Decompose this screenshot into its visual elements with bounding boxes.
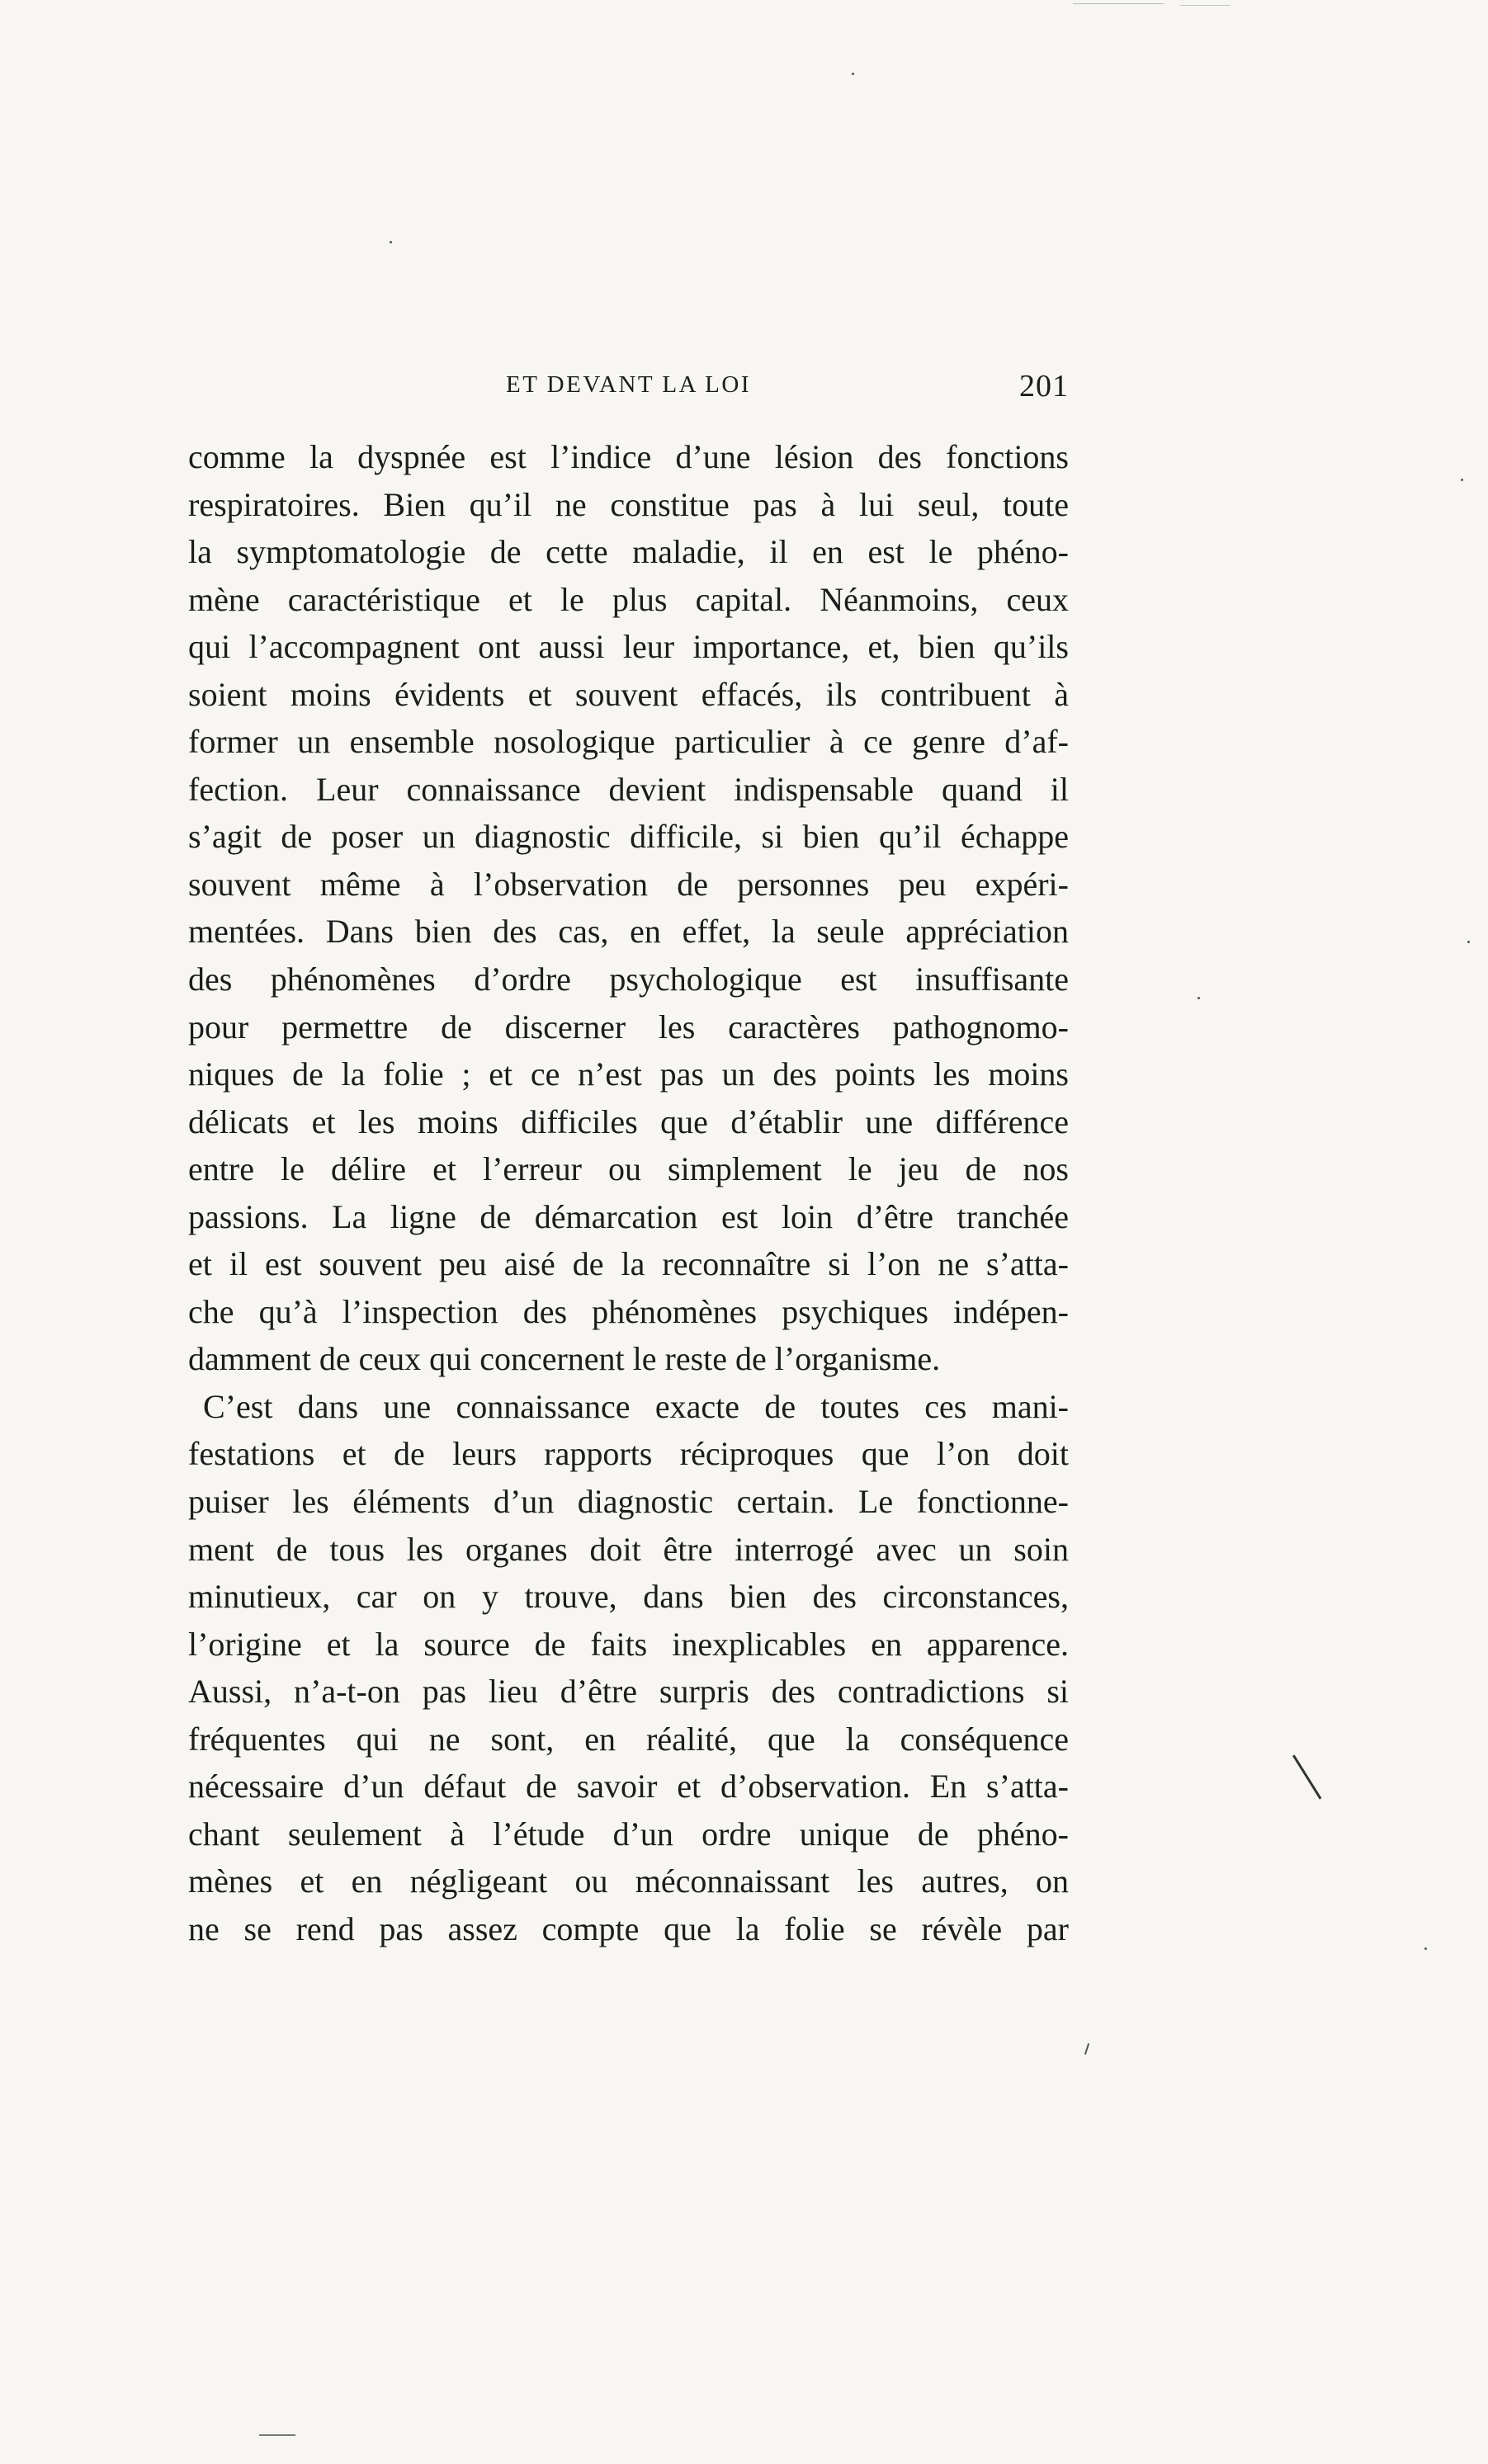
body-text: [188, 433, 1069, 1953]
scan-dot-mark: [1461, 479, 1463, 481]
scan-dot-mark: [1467, 941, 1470, 943]
text-line: festations et de leurs rapports réciproques que l’on doit: [188, 1435, 1069, 1473]
text-line: respiratoires. Bien qu’il ne constitue pas à lui seul, toute: [188, 485, 1069, 523]
text-line: s’agit de poser un diagnostic difficile, si bien qu’il échappe: [188, 818, 1069, 856]
scan-tick-mark: [1084, 2043, 1089, 2055]
text-line: ment de tous les organes doit être interrogé avec un soin: [188, 1530, 1069, 1568]
text-line: des phénomènes d’ordre psychologique est insuffisante: [188, 961, 1069, 998]
text-line: l’origine et la source de faits inexplicables en apparence.: [188, 1625, 1069, 1663]
text-line: former un ensemble nosologique particulier à ce genre d’af-: [188, 723, 1069, 761]
text-line: damment de ceux qui concernent le reste de l’organisme.: [188, 1340, 941, 1378]
text-line: et il est souvent peu aisé de la reconnaître si l’on ne s’atta-: [188, 1245, 1069, 1283]
text-line: C’est dans une connaissance exacte de toutes ces mani-: [203, 1387, 1069, 1425]
scan-edge-mark: [1073, 3, 1164, 4]
text-line: fection. Leur connaissance devient indispensable quand il: [188, 770, 1069, 808]
text-line: fréquentes qui ne sont, en réalité, que la conséquence: [188, 1720, 1069, 1758]
text-line: soient moins évidents et souvent effacés, ils contribuent à: [188, 675, 1069, 713]
text-line: che qu’à l’inspection des phénomènes psychiques indépen-: [188, 1292, 1069, 1330]
scan-dot-mark: [390, 241, 392, 243]
text-line: comme la dyspnée est l’indice d’une lésion des fonctions: [188, 438, 1069, 475]
text-line: mentées. Dans bien des cas, en effet, la seule appréciation: [188, 913, 1069, 951]
text-line: passions. La ligne de démarcation est loin d’être tranchée: [188, 1197, 1069, 1235]
scan-dot-mark: [1424, 1947, 1427, 1950]
text-line: puiser les éléments d’un diagnostic certain. Le fonctionne-: [188, 1483, 1069, 1521]
text-line: souvent même à l’observation de personnes peu expéri-: [188, 865, 1069, 903]
running-title: ET DEVANT LA LOI: [506, 371, 751, 398]
text-line: mène caractéristique et le plus capital. Néanmoins, ceux: [188, 580, 1069, 618]
text-line: niques de la folie ; et ce n’est pas un des points les moins: [188, 1055, 1069, 1093]
text-line: pour permettre de discerner les caractères pathognomo-: [188, 1008, 1069, 1046]
page-number: 201: [1019, 369, 1069, 404]
scan-dot-mark: [852, 73, 854, 75]
page-header: [188, 368, 1069, 409]
text-line: qui l’accompagnent ont aussi leur importance, et, bien qu’ils: [188, 628, 1069, 666]
text-line: entre le délire et l’erreur ou simplement le jeu de nos: [188, 1150, 1069, 1188]
pencil-stroke-mark: [1292, 1754, 1321, 1799]
text-line: Aussi, n’a-t-on pas lieu d’être surpris des contradictions si: [188, 1673, 1069, 1711]
text-line: chant seulement à l’étude d’un ordre unique de phéno-: [188, 1815, 1069, 1853]
text-line: minutieux, car on y trouve, dans bien des circonstances,: [188, 1578, 1069, 1616]
text-line: ne se rend pas assez compte que la folie se révèle par: [188, 1909, 1069, 1947]
text-line: nécessaire d’un défaut de savoir et d’observation. En s’atta-: [188, 1768, 1069, 1806]
scan-edge-mark: [1180, 5, 1230, 6]
text-line: délicats et les moins difficiles que d’établir une différence: [188, 1102, 1069, 1140]
scan-dot-mark: [1197, 997, 1200, 999]
scan-rule-mark: [259, 2434, 295, 2436]
text-line: mènes et en négligeant ou méconnaissant les autres, on: [188, 1862, 1069, 1900]
text-line: la symptomatologie de cette maladie, il en est le phéno-: [188, 533, 1069, 571]
